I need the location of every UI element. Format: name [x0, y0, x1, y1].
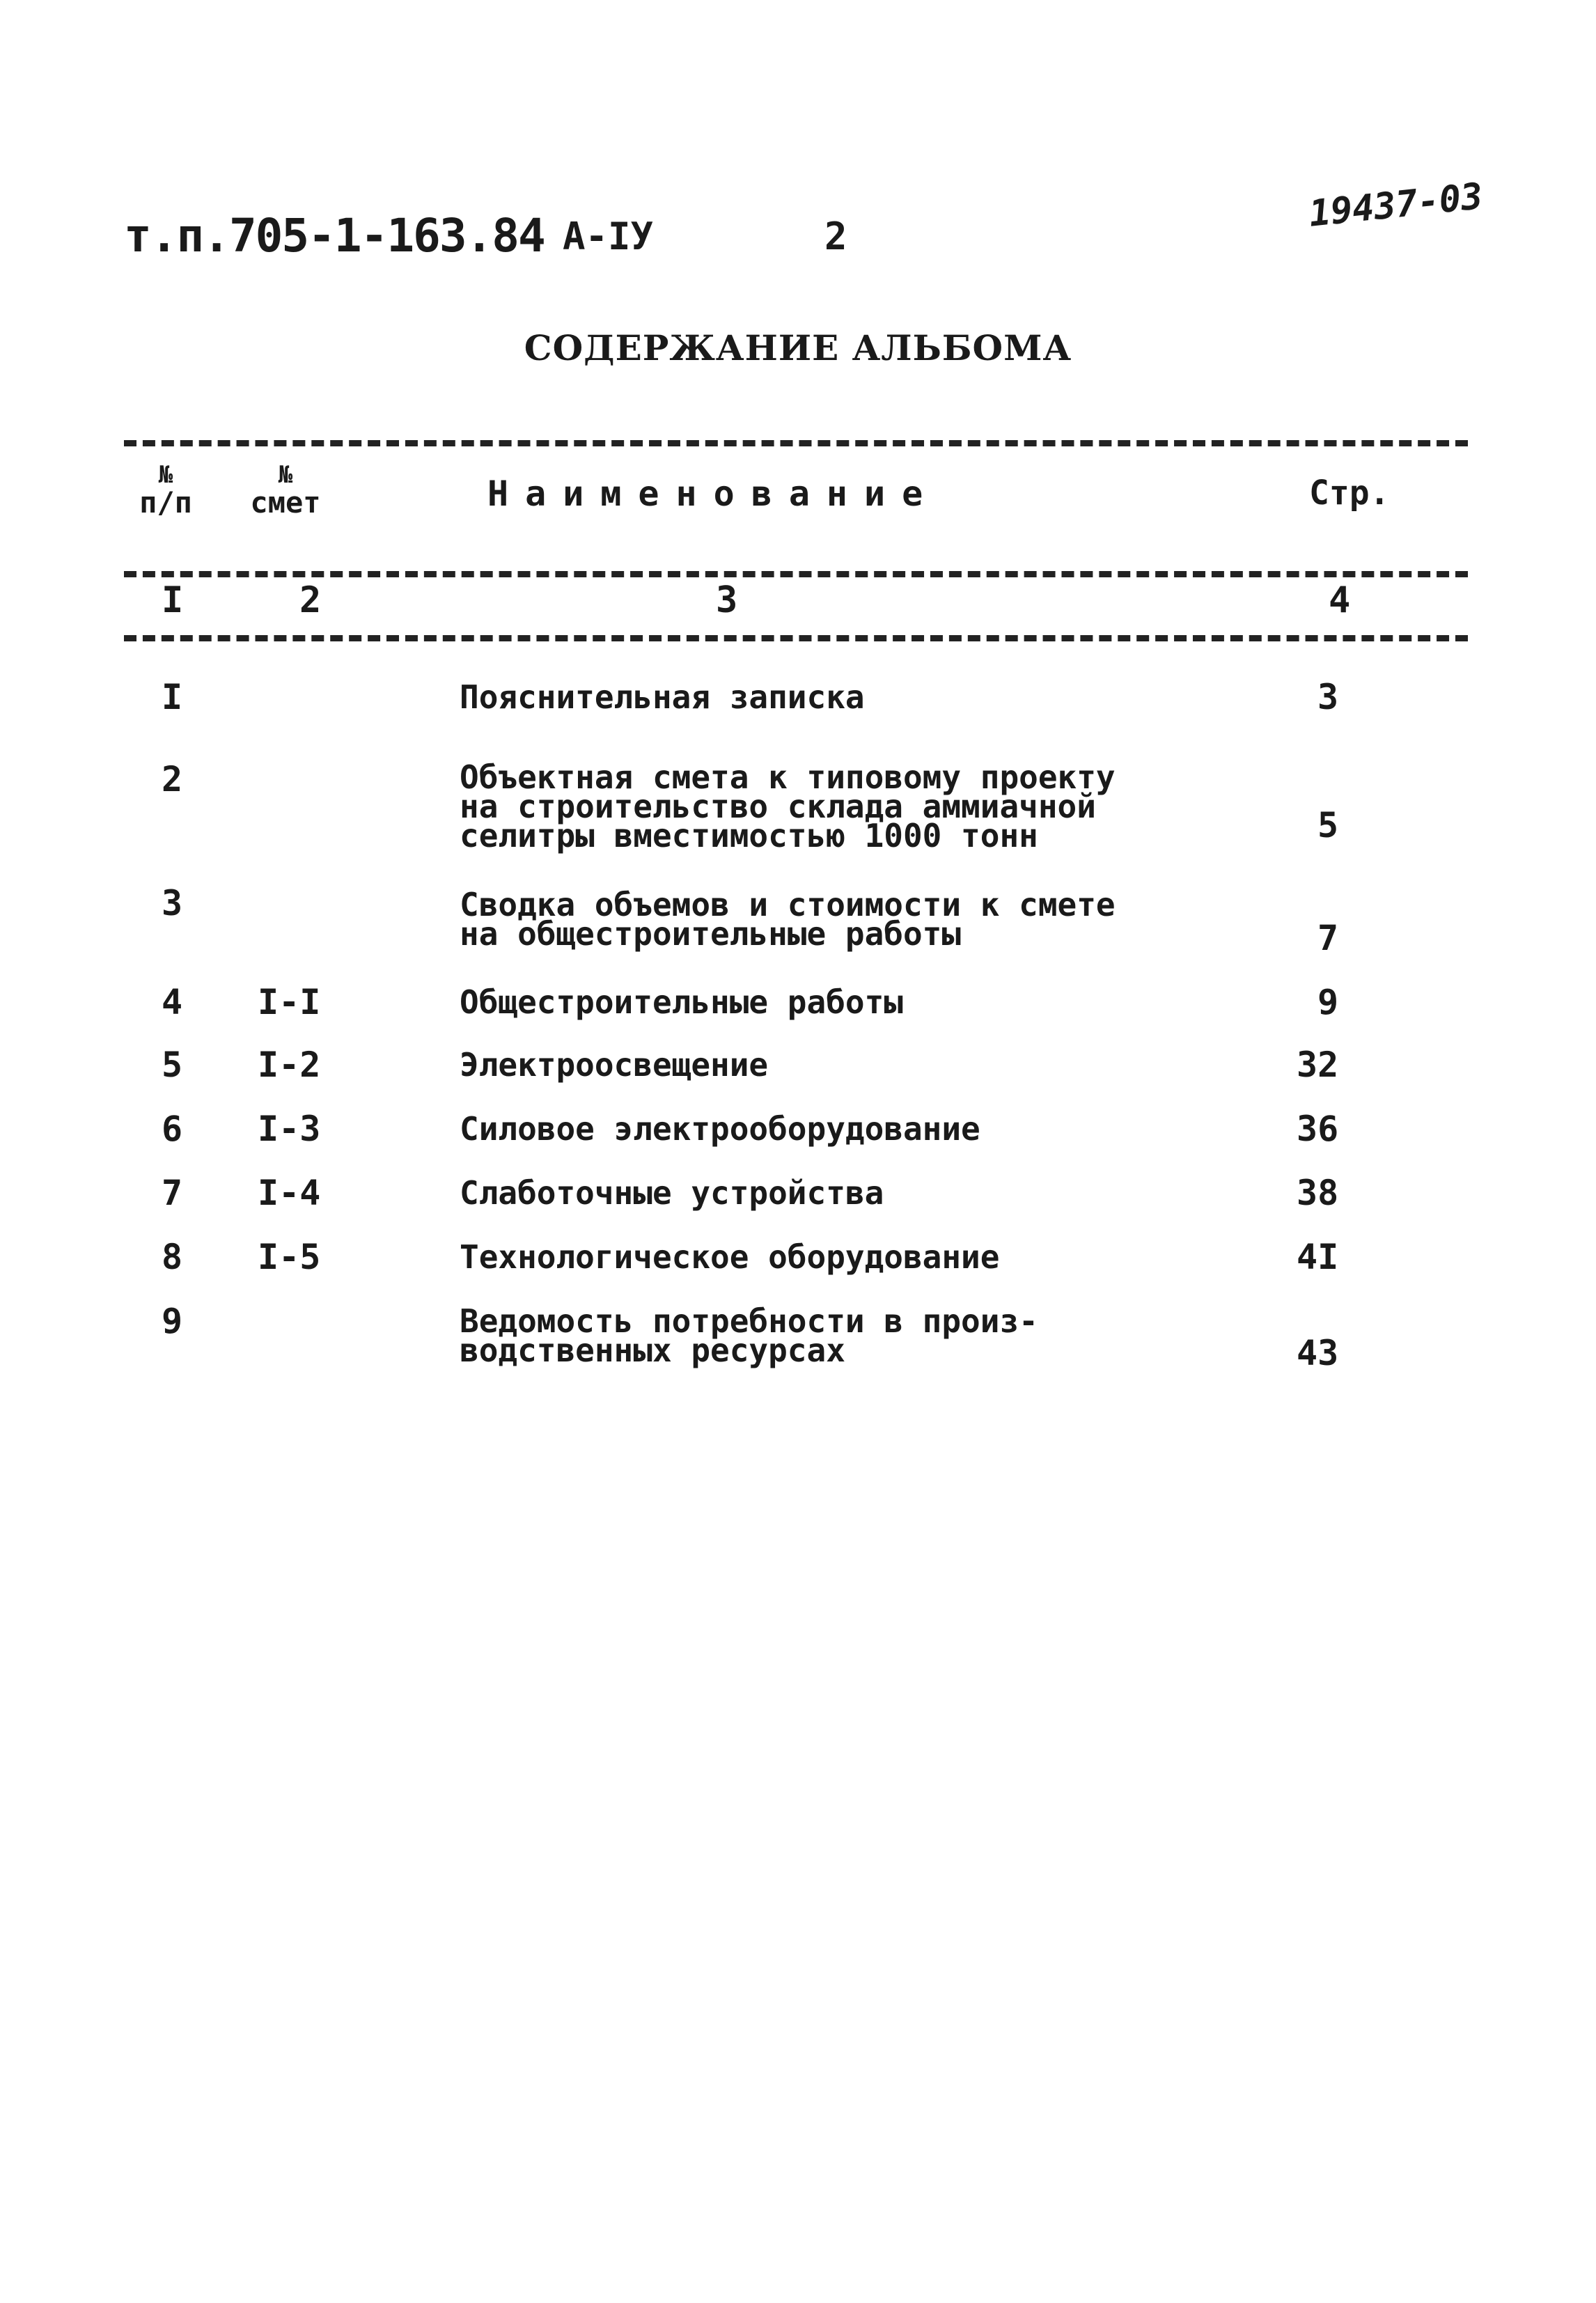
row-number: 5	[162, 1045, 183, 1085]
row-number: I	[162, 677, 183, 717]
row-title: Электроосвещение	[460, 1046, 769, 1084]
row-estimate-code: I-5	[258, 1237, 321, 1277]
row-title: Технологическое оборудование	[460, 1238, 1000, 1276]
row-number: 3	[162, 883, 183, 923]
row-page: 3	[1317, 677, 1339, 717]
column-number-3: 3	[716, 579, 738, 621]
column-header-estimate-symbol: №	[278, 461, 293, 489]
row-estimate-code: I-4	[258, 1173, 321, 1213]
inventory-number: 19437-03	[1306, 175, 1485, 235]
row-page: 36	[1297, 1109, 1339, 1149]
document-title: СОДЕРЖАНИЕ АЛЬБОМА	[524, 327, 1072, 368]
row-number: 4	[162, 982, 183, 1022]
row-page: 4I	[1297, 1237, 1339, 1277]
column-header-page: Стр.	[1309, 474, 1390, 513]
row-number: 7	[162, 1173, 183, 1213]
row-title: Пояснительная записка	[460, 678, 865, 716]
column-number-2: 2	[299, 579, 322, 621]
column-header-number-label: п/п	[139, 485, 192, 520]
column-header-number-symbol: №	[158, 461, 173, 489]
column-number-4: 4	[1329, 579, 1351, 621]
row-title: Общестроительные работы	[460, 983, 903, 1021]
column-header-name: Наименование	[487, 474, 940, 514]
row-title: Ведомость потребности в произ- водственных ресурсах	[460, 1302, 1038, 1369]
row-number: 6	[162, 1109, 183, 1149]
table-colnum-rule	[124, 635, 1468, 641]
album-number: А-IУ	[563, 214, 654, 258]
row-estimate-code: I-2	[258, 1045, 321, 1085]
row-page: 9	[1317, 982, 1339, 1022]
table-header-rule	[124, 571, 1468, 577]
row-page: 43	[1297, 1333, 1339, 1373]
row-number: 8	[162, 1237, 183, 1277]
row-number: 9	[162, 1301, 183, 1341]
row-number: 2	[162, 759, 183, 799]
table-top-rule	[124, 440, 1468, 446]
row-page: 5	[1317, 805, 1339, 845]
column-header-estimate	[237, 461, 334, 520]
column-header-estimate-label: смет	[250, 485, 321, 520]
row-title: Объектная смета к типовому проекту на строительство склада аммиачной селитры вместимостью 1000 тонн	[460, 758, 1116, 854]
row-page: 38	[1297, 1173, 1339, 1213]
row-title: Силовое электрооборудование	[460, 1110, 980, 1148]
column-header-number	[124, 461, 208, 520]
row-page: 32	[1297, 1045, 1339, 1085]
column-number-1: I	[162, 579, 184, 621]
row-page: 7	[1317, 918, 1339, 958]
page-number: 2	[824, 214, 847, 258]
row-title: Сводка объемов и стоимости к смете на общестроительные работы	[460, 886, 1116, 953]
row-estimate-code: I-I	[258, 982, 321, 1022]
row-estimate-code: I-3	[258, 1109, 321, 1149]
row-title: Слаботочные устройства	[460, 1174, 884, 1212]
project-code: т.п.705-1-163.84	[124, 209, 545, 263]
